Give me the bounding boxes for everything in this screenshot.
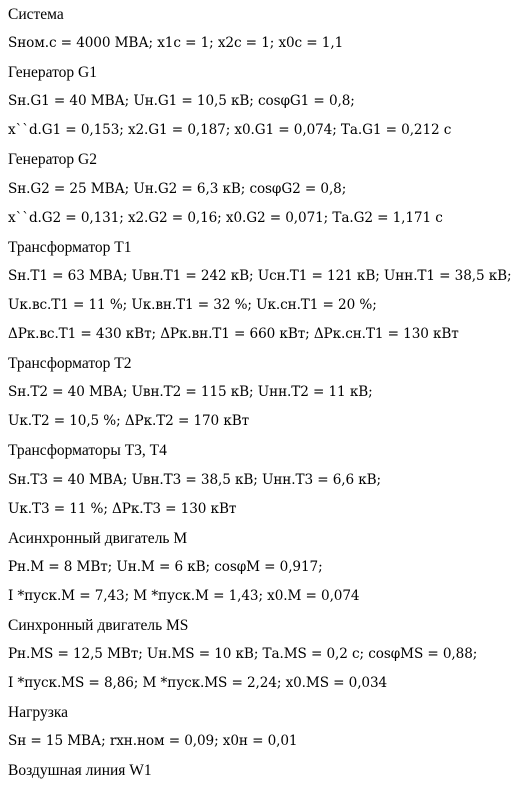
t3-params-line-1: Sн.Т3 = 40 МВА; Uвн.Т3 = 38,5 кВ; Uнн.Т3 = 6,6 кВ; — [8, 471, 382, 488]
g1-params-line-1: Sн.G1 = 40 МВА; Uн.G1 = 10,5 кВ; cosφG1 = 0,8; — [8, 93, 355, 110]
heading-sync-motor: Синхронный двигатель MS — [8, 616, 189, 634]
heading-transformers-t3-t4: Трансформаторы Т3, Т4 — [8, 442, 167, 460]
heading-async-motor: Асинхронный двигатель М — [8, 529, 188, 547]
sync-motor-params-line-1: Pн.MS = 12,5 МВт; Uн.MS = 10 кВ; Tа.MS = 0,2 с; cosφMS = 0,88; — [8, 646, 478, 663]
g1-params-line-2: x``d.G1 = 0,153; x2.G1 = 0,187; x0.G1 = 0,074; Tа.G1 = 0,212 с — [8, 122, 452, 139]
heading-system: Система — [8, 6, 64, 23]
heading-transformer-t1: Трансформатор Т1 — [8, 238, 132, 256]
g2-params-line-1: Sн.G2 = 25 МВА; Uн.G2 = 6,3 кВ; cosφG2 = 0,8; — [8, 180, 347, 197]
heading-generator-g1: Генератор G1 — [8, 64, 97, 82]
heading-overhead-line-w1: Воздушная линия W1 — [8, 762, 152, 780]
async-motor-params-line-2: I *пуск.M = 7,43; M *пуск.M = 1,43; x0.M = 0,074 — [8, 587, 360, 604]
heading-transformer-t2: Трансформатор Т2 — [8, 355, 132, 373]
t2-params-line-1: Sн.Т2 = 40 МВА; Uвн.Т2 = 115 кВ; Uнн.Т2 = 11 кВ; — [8, 384, 373, 401]
t1-params-line-1: Sн.Т1 = 63 МВА; Uвн.Т1 = 242 кВ; Uсн.Т1 = 121 кВ; Uнн.Т1 = 38,5 кВ; — [8, 267, 512, 284]
t1-params-line-3: ΔPк.вс.Т1 = 430 кВт; ΔPк.вн.Т1 = 660 кВт; ΔPк.сн.Т1 = 130 кВт — [8, 326, 459, 343]
t2-params-line-2: Uк.Т2 = 10,5 %; ΔPк.Т2 = 170 кВт — [8, 413, 250, 430]
async-motor-params-line-1: Pн.M = 8 МВт; Uн.M = 6 кВ; cosφM = 0,917; — [8, 558, 323, 575]
t1-params-line-2: Uк.вс.Т1 = 11 %; Uк.вн.Т1 = 32 %; Uк.сн.Т1 = 20 %; — [8, 296, 377, 313]
load-params: Sн = 15 МВА; rхн.ном = 0,09; x0н = 0,01 — [8, 733, 298, 750]
heading-load: Нагрузка — [8, 704, 69, 722]
g2-params-line-2: x``d.G2 = 0,131; x2.G2 = 0,16; x0.G2 = 0,071; Tа.G2 = 1,171 с — [8, 209, 443, 226]
system-params: Sном.с = 4000 МВА; x1с = 1; x2с = 1; x0с = 1,1 — [8, 35, 344, 52]
sync-motor-params-line-2: I *пуск.MS = 8,86; M *пуск.MS = 2,24; x0.MS = 0,034 — [8, 675, 388, 692]
heading-generator-g2: Генератор G2 — [8, 151, 97, 169]
t3-params-line-2: Uк.Т3 = 11 %; ΔPк.Т3 = 130 кВт — [8, 500, 237, 517]
parameters-document — [8, 0, 524, 786]
